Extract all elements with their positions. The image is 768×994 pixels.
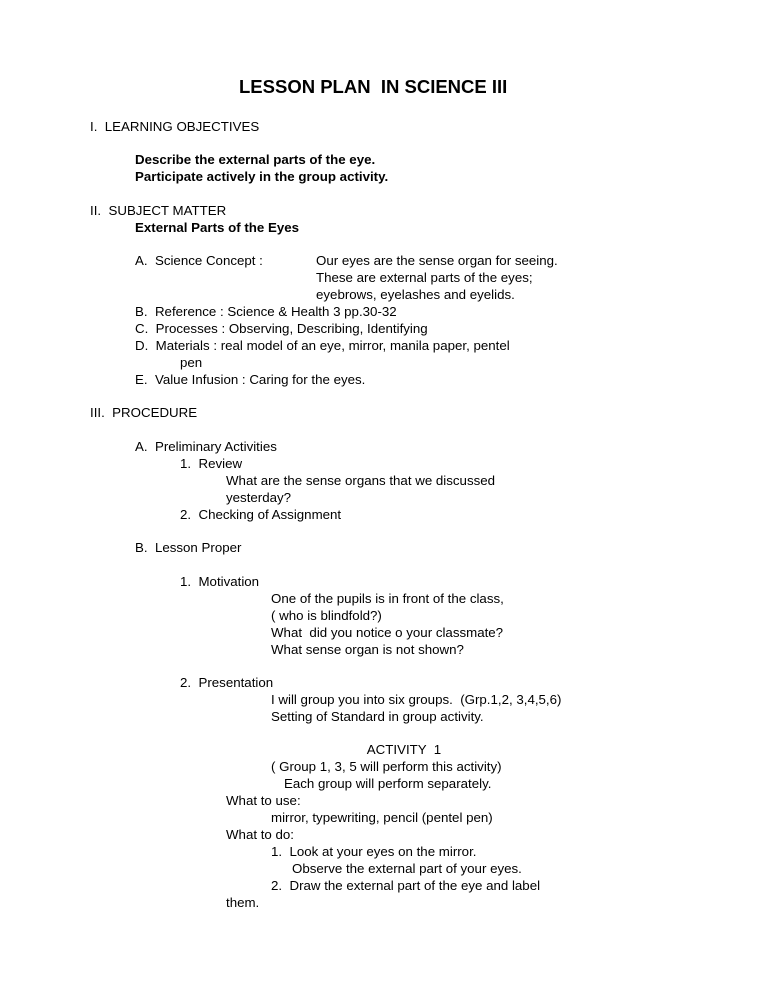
- reference: B. Reference : Science & Health 3 pp.30-32: [135, 304, 397, 319]
- lesson-proper-heading: B. Lesson Proper: [135, 540, 242, 555]
- objective-2: Participate actively in the group activity.: [135, 169, 389, 184]
- step-1-continued: Observe the external part of your eyes.: [292, 861, 522, 876]
- presentation-label: 2. Presentation: [180, 675, 274, 690]
- processes: C. Processes : Observing, Describing, Identifying: [135, 321, 428, 336]
- science-concept-line-2: These are external parts of the eyes;: [316, 270, 533, 285]
- subject-topic: External Parts of the Eyes: [135, 220, 300, 235]
- what-to-use-label: What to use:: [226, 793, 301, 808]
- value-infusion: E. Value Infusion : Caring for the eyes.: [135, 372, 366, 387]
- presentation-line-1: I will group you into six groups. (Grp.1,2, 3,4,5,6): [271, 692, 562, 707]
- activity-groups: ( Group 1, 3, 5 will perform this activity): [271, 759, 502, 774]
- motivation-line-1: One of the pupils is in front of the class,: [271, 591, 504, 606]
- preliminary-activities-heading: A. Preliminary Activities: [135, 439, 277, 454]
- step-2-continued: them.: [226, 895, 260, 910]
- review-label: 1. Review: [180, 456, 243, 471]
- section-heading-learning-objectives: I. LEARNING OBJECTIVES: [90, 119, 260, 134]
- section-heading-subject-matter: II. SUBJECT MATTER: [90, 203, 227, 218]
- step-1: 1. Look at your eyes on the mirror.: [271, 844, 477, 859]
- motivation-line-2: ( who is blindfold?): [271, 608, 382, 623]
- what-to-do-label: What to do:: [226, 827, 294, 842]
- checking-assignment: 2. Checking of Assignment: [180, 507, 342, 522]
- review-line-2: yesterday?: [226, 490, 292, 505]
- section-heading-procedure: III. PROCEDURE: [90, 405, 198, 420]
- review-line-1: What are the sense organs that we discussed: [226, 473, 496, 488]
- motivation-line-4: What sense organ is not shown?: [271, 642, 464, 657]
- materials: D. Materials : real model of an eye, mirror, manila paper, pentel: [135, 338, 510, 353]
- presentation-line-2: Setting of Standard in group activity.: [271, 709, 484, 724]
- science-concept-line-3: eyebrows, eyelashes and eyelids.: [316, 287, 515, 302]
- motivation-label: 1. Motivation: [180, 574, 260, 589]
- objective-1: Describe the external parts of the eye.: [135, 152, 376, 167]
- what-to-use-items: mirror, typewriting, pencil (pentel pen): [271, 810, 493, 825]
- activity-title: ACTIVITY 1: [366, 742, 442, 757]
- page-title: LESSON PLAN IN SCIENCE III: [239, 76, 508, 97]
- materials-continued: pen: [180, 355, 203, 370]
- motivation-line-3: What did you notice o your classmate?: [271, 625, 504, 640]
- step-2: 2. Draw the external part of the eye and label: [271, 878, 541, 893]
- activity-note: Each group will perform separately.: [284, 776, 492, 791]
- science-concept-line-1: Our eyes are the sense organ for seeing.: [316, 253, 558, 268]
- science-concept-label: A. Science Concept :: [135, 253, 263, 268]
